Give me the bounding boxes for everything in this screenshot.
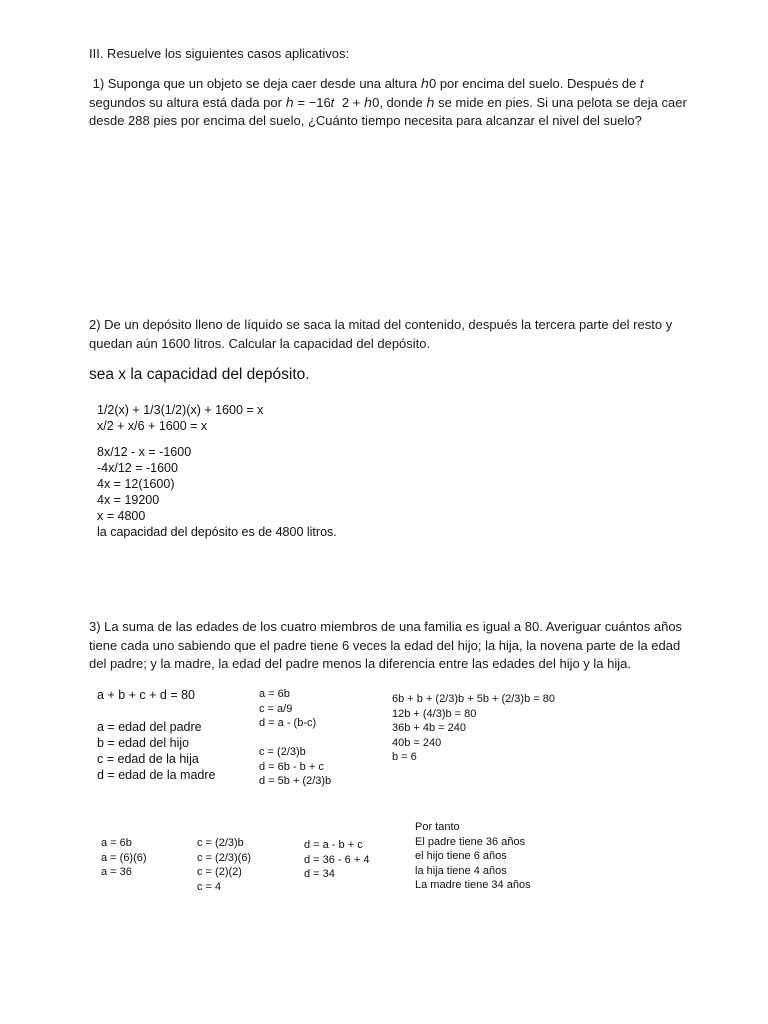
section-title: III. Resuelve los siguientes casos aplicativos: <box>89 46 350 61</box>
problem-3-relations <box>259 687 316 731</box>
equation-line: -4x/12 = -1600 <box>97 461 178 475</box>
problem-1-statement <box>89 75 729 131</box>
equation-line: c = (2)(2) <box>197 866 242 878</box>
equation-line: d = 36 - 6 + 4 <box>304 853 370 866</box>
statement-line: desde 288 pies por encima del suelo, ¿Cuánto tiempo necesita para alcanzar el nivel del suelo? <box>89 113 642 128</box>
problem-3-variable-definitions <box>97 719 216 783</box>
conclusion-line: La madre tiene 34 años <box>415 879 531 891</box>
problem-3-result-c <box>197 836 251 894</box>
statement-line: segundos su altura está dada por ℎ = −16𝑡 2 + ℎ0, donde ℎ se mide en pies. Si una pelota se deja caer <box>89 94 687 110</box>
problem-3-conclusion <box>415 820 531 893</box>
equation-line: a = (6)(6) <box>101 851 147 864</box>
statement-line: 1) Suponga que un objeto se deja caer desde una altura ℎ0 por encima del suelo. Después de 𝑡 <box>89 76 644 91</box>
equation-line: d = a - (b-c) <box>259 717 317 729</box>
equation-line: 36b + 4b = 240 <box>392 722 467 734</box>
equation-line: c = a/9 <box>259 702 293 715</box>
equation-line: c = (2/3)(6) <box>197 851 252 864</box>
definition-line: a = edad del padre <box>97 720 202 734</box>
definition-line: b = edad del hijo <box>97 736 190 750</box>
problem-3-sum-equation: a + b + c + d = 80 <box>97 688 195 702</box>
problem-2-equations-1 <box>97 402 263 434</box>
problem-2-equations-2 <box>97 444 337 540</box>
equation-line: 4x = 12(1600) <box>97 477 175 491</box>
problem-3-statement <box>89 618 739 674</box>
equation-line: 40b = 240 <box>392 736 442 749</box>
equation-line: 8x/12 - x = -1600 <box>97 445 192 459</box>
problem-3-solve-b <box>392 692 555 765</box>
conclusion-line: el hijo tiene 6 años <box>415 850 507 862</box>
problem-3-result-d <box>304 838 369 882</box>
equation-line: x/2 + x/6 + 1600 = x <box>97 419 208 433</box>
equation-line: a = 6b <box>101 837 132 849</box>
equation-line: 6b + b + (2/3)b + 5b + (2/3)b = 80 <box>392 693 555 705</box>
statement-line: del padre; y la madre, la edad del padre menos la diferencia entre las edades del hijo y la hija. <box>89 656 632 671</box>
statement-line: 2) De un depósito lleno de líquido se saca la mitad del contenido, después la tercera parte del resto y <box>89 317 673 332</box>
equation-line: c = (2/3)b <box>197 837 244 849</box>
conclusion-line: Por tanto <box>415 821 460 833</box>
problem-2-intro: sea x la capacidad del depósito. <box>89 366 310 383</box>
answer-line: la capacidad del depósito es de 4800 litros. <box>97 525 337 539</box>
equation-line: 12b + (4/3)b = 80 <box>392 707 477 720</box>
equation-line: c = (2/3)b <box>259 746 306 758</box>
equation-line: d = a - b + c <box>304 839 363 851</box>
statement-line: quedan aún 1600 litros. Calcular la capacidad del depósito. <box>89 335 431 351</box>
equation-line: d = 5b + (2/3)b <box>259 775 332 787</box>
equation-line: a = 36 <box>101 866 132 878</box>
equation-line: c = 4 <box>197 880 222 893</box>
equation-line: d = 6b - b + c <box>259 760 324 773</box>
definition-line: c = edad de la hija <box>97 752 199 766</box>
statement-line: tiene cada uno sabiendo que el padre tiene 6 veces la edad del hijo; la hija, la novena parte de la edad <box>89 637 681 653</box>
conclusion-line: El padre tiene 36 años <box>415 835 526 848</box>
equation-line: d = 34 <box>304 868 335 880</box>
problem-3-result-a <box>101 836 147 880</box>
statement-line: 3) La suma de las edades de los cuatro miembros de una familia es igual a 80. Averiguar cuántos años <box>89 619 683 634</box>
problem-2-statement <box>89 316 729 353</box>
equation-line: b = 6 <box>392 751 417 763</box>
equation-line: a = 6b <box>259 688 290 700</box>
equation-line: x = 4800 <box>97 509 146 523</box>
equation-line: 1/2(x) + 1/3(1/2)(x) + 1600 = x <box>97 403 264 417</box>
problem-3-substitutions <box>259 745 331 789</box>
equation-line: 4x = 19200 <box>97 493 160 507</box>
definition-line: d = edad de la madre <box>97 768 216 782</box>
conclusion-line: la hija tiene 4 años <box>415 864 507 877</box>
